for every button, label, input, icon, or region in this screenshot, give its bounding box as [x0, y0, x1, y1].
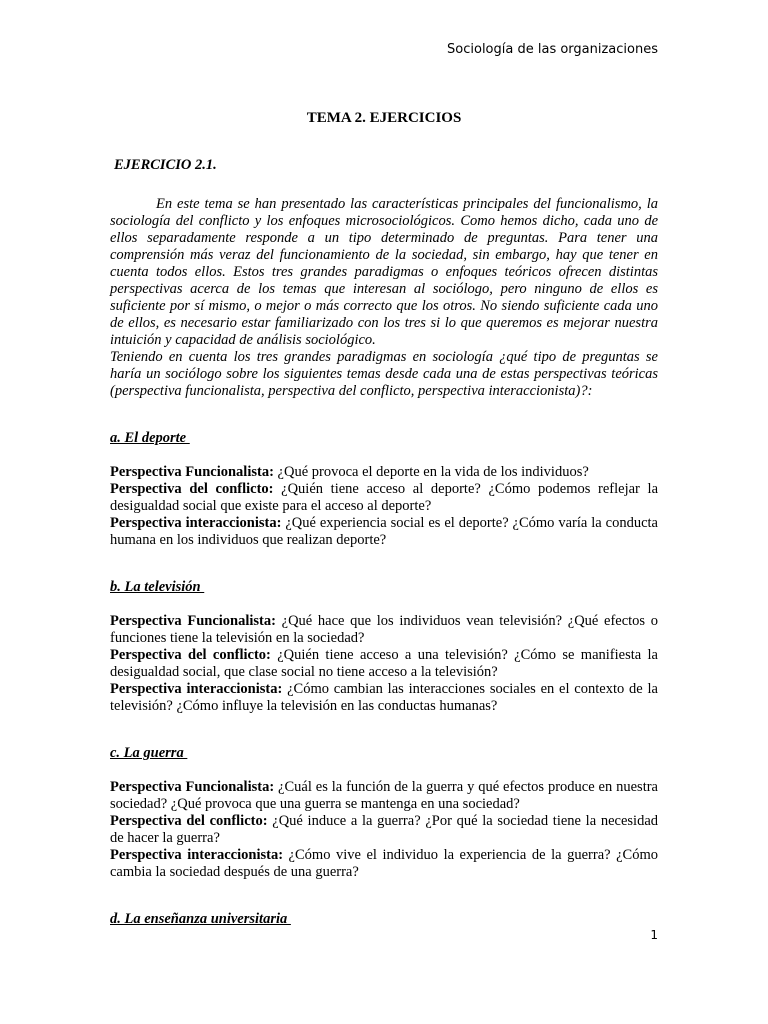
perspective-label: Perspectiva interaccionista: — [110, 681, 283, 697]
perspective-text: ¿Qué induce a la guerra? ¿Por qué la sociedad tiene la necesidad de hacer la guerra? — [110, 813, 659, 846]
perspective-label: Perspectiva Funcionalista: — [110, 464, 274, 480]
section-television — [110, 579, 658, 715]
perspective-label: Perspectiva Funcionalista: — [110, 779, 275, 795]
perspective-text: ¿Qué experiencia social es el deporte? ¿Cómo varía la conducta humana en los individuos que realizan deporte? — [110, 515, 658, 548]
perspective-interaccionista — [110, 681, 658, 715]
section-guerra — [110, 745, 658, 881]
perspective-conflicto — [110, 813, 658, 847]
perspective-interaccionista — [110, 515, 658, 549]
intro-paragraph: En este tema se han presentado las características principales del funcionalismo, la sociología del conflicto y los enfoques microsociológicos. Como hemos dicho, cada uno de ellos separadamente responde a un tipo determinado de preguntas. Para tener una comprensión más veraz del funcionamiento de la sociedad, sin embargo, hay que tener en cuenta todos ellos. Estos tres grandes paradigmas o enfoques teóricos ofrecen distintas perspectivas acerca de los temas que interesan al sociólogo, pero ninguno de ellos es suficiente por sí mismo, o mejor o más correcto que los otros. No siendo suficiente cada uno de ellos, es necesario estar familiarizado con los tres si lo que queremos es mejorar nuestra intuición y capacidad de análisis sociológico. — [110, 196, 658, 348]
perspective-funcionalista — [110, 779, 658, 813]
section-title: c. La guerra — [110, 745, 188, 761]
perspective-interaccionista — [110, 847, 658, 881]
page-content — [110, 110, 658, 945]
perspective-label: Perspectiva del conflicto: — [110, 647, 271, 663]
perspective-funcionalista — [110, 613, 658, 647]
perspective-label: Perspectiva interaccionista: — [110, 515, 282, 531]
perspective-funcionalista — [110, 464, 658, 481]
perspective-label: Perspectiva Funcionalista: — [110, 613, 276, 629]
question-paragraph: Teniendo en cuenta los tres grandes paradigmas en sociología ¿qué tipo de preguntas se haría un sociólogo sobre los siguientes temas desde cada una de estas perspectivas teóricas (perspectiva funcionalista, perspectiva del conflicto, perspectiva interaccionista)?: — [110, 349, 658, 399]
section-title: d. La enseñanza universitaria — [110, 911, 291, 927]
page-number: 1 — [650, 928, 658, 942]
perspective-label: Perspectiva interaccionista: — [110, 847, 284, 863]
perspective-conflicto — [110, 481, 658, 515]
section-ensenanza-universitaria — [110, 911, 658, 928]
exercise-label: EJERCICIO 2.1. — [114, 157, 217, 173]
section-deporte — [110, 430, 658, 549]
section-title: a. El deporte — [110, 430, 190, 446]
page-header: Sociología de las organizaciones — [447, 42, 658, 57]
section-title: b. La televisión — [110, 579, 205, 595]
perspective-text: ¿Qué hace que los individuos vean televisión? ¿Qué efectos o funciones tiene la televisión en la sociedad? — [110, 613, 658, 646]
page-title: TEMA 2. EJERCICIOS — [306, 110, 462, 126]
perspective-text: ¿Quién tiene acceso al deporte? ¿Cómo podemos reflejar la desigualdad social que existe para el acceso al deporte? — [110, 481, 659, 514]
perspective-text: ¿Qué provoca el deporte en la vida de los individuos? — [273, 464, 589, 480]
perspective-text: ¿Quién tiene acceso a una televisión? ¿Cómo se manifiesta la desigualdad social, que clase social no tiene acceso a la televisión? — [110, 647, 658, 680]
perspective-label: Perspectiva del conflicto: — [110, 481, 274, 497]
perspective-text: ¿Cómo cambian las interacciones sociales en el contexto de la televisión? ¿Cómo influye la televisión en las conductas humanas? — [110, 681, 658, 714]
perspective-label: Perspectiva del conflicto: — [110, 813, 268, 829]
perspective-text: ¿Cuál es la función de la guerra y qué efectos produce en nuestra sociedad? ¿Qué provoca que una guerra se mantenga en una sociedad? — [110, 779, 658, 812]
perspective-conflicto — [110, 647, 658, 681]
perspective-text: ¿Cómo vive el individuo la experiencia de la guerra? ¿Cómo cambia la sociedad después de una guerra? — [110, 847, 658, 880]
